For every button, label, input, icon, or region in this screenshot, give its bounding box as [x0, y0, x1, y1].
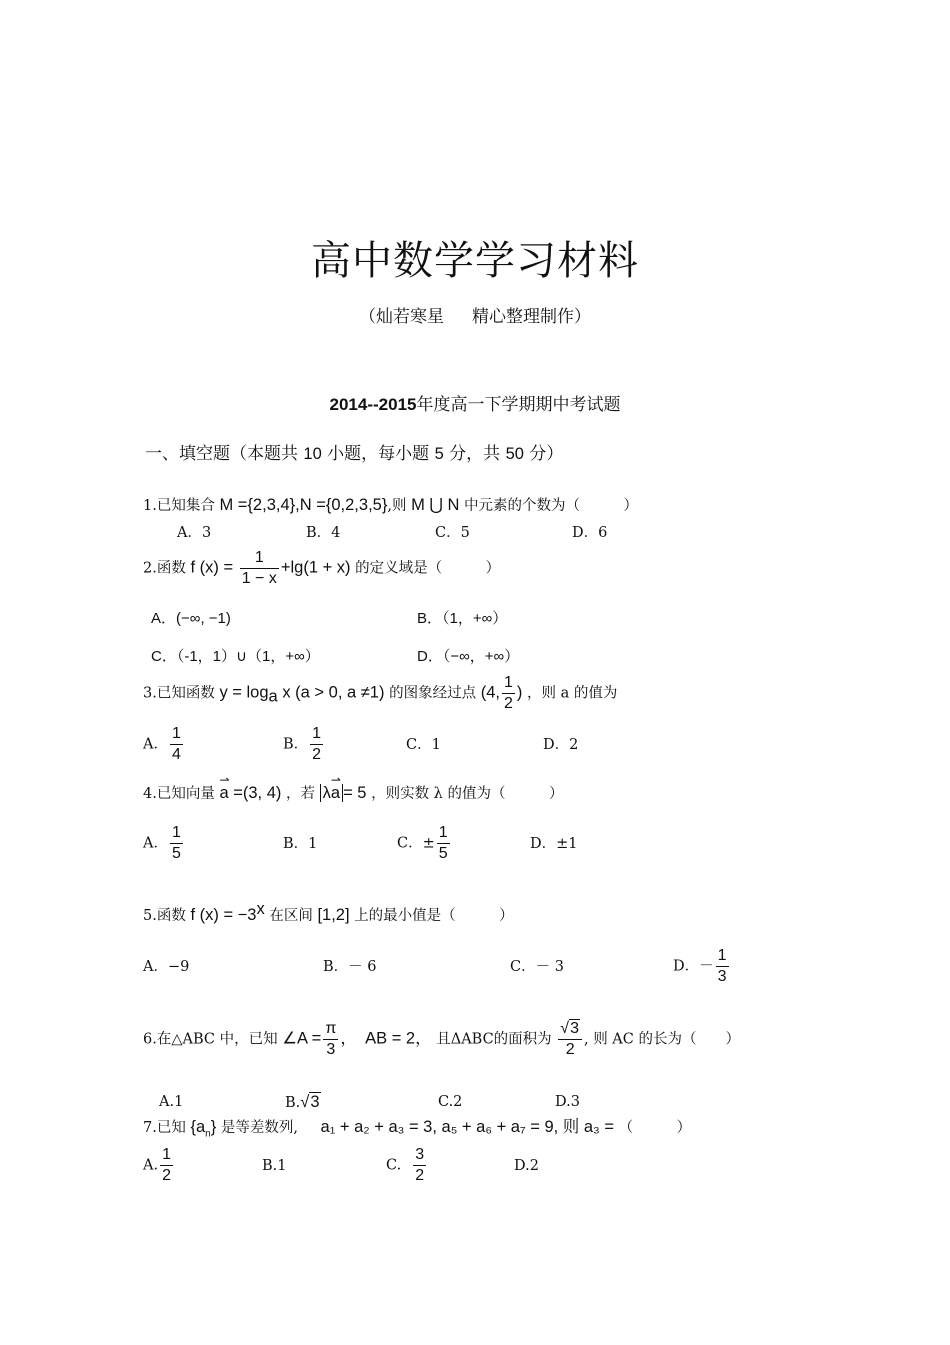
section-label4: 分） [529, 444, 564, 464]
q7-c-fraction [413, 1145, 426, 1186]
q4-a-label: A． [143, 835, 168, 852]
q6-mid: 且ΔABC的面积为 [436, 1031, 552, 1048]
q7-option-c[interactable] [386, 1145, 428, 1186]
q7-a-fraction [160, 1145, 173, 1186]
q7-condition: a₁ + a₂ + a₃ = 3, a₅ + a₆ + a₇ = 9, 则 a₃ = [320, 1118, 614, 1136]
q3-point-close: ) [516, 683, 523, 702]
q2-suffix: 的定义域是（ ） [355, 560, 501, 577]
q2-fraction [240, 548, 279, 589]
q5-prefix: 5.函数 [143, 907, 186, 924]
q6-option-d[interactable]: D.3 [555, 1094, 580, 1110]
q3-point-open: (4, [480, 683, 500, 702]
q5-mid: 在区间 [269, 907, 313, 924]
section-total: 50 [505, 445, 524, 463]
q2-option-d[interactable]: D．（−∞，+∞） [417, 648, 520, 665]
q4-lambda: λ [322, 784, 331, 802]
q6-side-ab: ， AB = 2， [340, 1029, 432, 1048]
question-3 [143, 673, 617, 714]
q4-option-d[interactable]: D．±1 [530, 836, 578, 852]
q7-suffix: （ ） [618, 1120, 692, 1136]
q5-d-label: D．－ [673, 958, 714, 975]
q6-area-fraction [558, 1019, 582, 1060]
q7-sequence [190, 1118, 217, 1140]
q3-a-fraction [170, 724, 183, 765]
q7-a-den: 2 [162, 1167, 171, 1184]
q5-option-b[interactable]: B．－ 6 [323, 959, 377, 975]
q2-option-a[interactable]: A．(−∞, −1) [151, 610, 231, 627]
q1-prefix: 1.已知集合 [143, 498, 215, 514]
subtitle-right: 精心整理制作） [472, 307, 591, 327]
q4-c-fraction [437, 823, 450, 864]
q4-abs-value: = 5 [343, 784, 367, 802]
q3-expr: y = log [219, 683, 269, 702]
q3-suffix: ，则 a 的值为 [526, 685, 618, 702]
section-heading [145, 442, 563, 466]
q6-angle-num: π [323, 1019, 338, 1040]
q3-pnum: 1 [502, 673, 515, 694]
q4-prefix: 4.已知向量 [143, 786, 215, 802]
q1-option-b[interactable]: B．4 [306, 525, 341, 541]
question-6 [143, 1019, 740, 1060]
q4-a-num: 1 [170, 823, 183, 844]
q7-seq-open: {a [190, 1118, 206, 1136]
q6-angle-den: 3 [326, 1041, 336, 1058]
q3-log-base: a [268, 687, 278, 706]
q7-option-a[interactable] [143, 1145, 175, 1186]
q4-suffix: ，则实数 λ 的值为（ ） [371, 786, 564, 802]
q6-area-radicand: 3 [570, 1020, 579, 1037]
q7-option-b[interactable]: B.1 [262, 1158, 287, 1174]
page-title: 高中数学学习材料 [311, 238, 639, 284]
question-1 [143, 494, 638, 517]
q3-a-num: 1 [170, 724, 183, 745]
q6-area-den: 2 [565, 1041, 575, 1058]
q7-c-num: 3 [413, 1145, 426, 1166]
q5-exponent: x [256, 900, 265, 918]
question-2 [143, 548, 500, 589]
q5-d-den: 3 [717, 968, 727, 985]
q2-prefix: 2.函数 [143, 560, 186, 577]
q7-seq-sub: n [205, 1128, 211, 1140]
q7-option-d[interactable]: D.2 [514, 1158, 539, 1174]
q3-option-a[interactable] [143, 724, 185, 765]
subtitle-left: （灿若寒星 [359, 307, 444, 327]
q4-c-label: C．± [397, 835, 435, 852]
q2-option-b[interactable]: B．（1，+∞） [417, 610, 508, 627]
q5-interval: [1,2] [317, 905, 350, 924]
q2-frac-num: 1 [240, 548, 279, 569]
q5-d-fraction [716, 946, 729, 987]
q6-prefix: 6.在△ABC 中，已知 [143, 1031, 278, 1048]
section-label: 一、填空题（本题共 [145, 444, 298, 464]
question-7 [143, 1116, 691, 1145]
q6-option-b[interactable]: B.√3 [285, 1093, 320, 1111]
q4-vector-a2: ⇀ a [331, 782, 340, 804]
q4-option-a[interactable] [143, 823, 185, 864]
q6-b-label: B. [285, 1095, 301, 1111]
q3-option-b[interactable] [283, 724, 325, 765]
section-label2: 小题，每小题 [327, 444, 430, 464]
question-5 [143, 898, 514, 927]
q7-c-den: 2 [415, 1167, 425, 1184]
q6-area-num: √3 [558, 1019, 582, 1040]
section-count: 10 [303, 445, 322, 463]
q3-prefix: 3.已知函数 [143, 685, 215, 702]
q6-b-radicand: 3 [310, 1093, 320, 1111]
q4-vector-a: ⇀ a [219, 782, 228, 804]
q4-abs [320, 784, 343, 802]
q3-b-fraction [310, 724, 323, 765]
q5-function: f (x) = −3 [190, 905, 257, 924]
q3-b-label: B． [283, 736, 309, 753]
q1-then: ,则 [387, 498, 407, 514]
q1-suffix: 中元素的个数为（ ） [464, 498, 639, 514]
q4-option-b[interactable]: B．1 [283, 836, 318, 852]
q7-c-label: C. [386, 1157, 402, 1174]
q3-option-d[interactable]: D．2 [543, 737, 579, 753]
q4-vector-value: =(3, 4) [233, 784, 282, 802]
q3-point-fraction [502, 673, 515, 714]
q1-union: M ⋃ N [411, 496, 460, 514]
q3-a-label: A． [143, 736, 168, 753]
q5-suffix: 上的最小值是（ ） [354, 907, 514, 924]
q2-frac-den: 1 − x [241, 570, 277, 587]
q1-option-a[interactable]: A．3 [177, 525, 212, 541]
q4-a-fraction [170, 823, 183, 864]
q7-mid: 是等差数列, [220, 1120, 298, 1136]
q4-a-den: 5 [171, 845, 181, 862]
q6-option-a[interactable]: A.1 [159, 1094, 184, 1110]
exam-year: 2014--2015 [329, 395, 417, 414]
q3-mid: 的图象经过点 [389, 685, 477, 702]
q7-a-num: 1 [160, 1145, 173, 1166]
q5-option-d[interactable] [673, 946, 731, 987]
q6-angle: ∠A = [282, 1029, 322, 1048]
q3-option-c[interactable]: C．1 [406, 737, 441, 753]
q1-sets: M ={2,3,4},N ={0,2,3,5} [219, 496, 388, 514]
q4-mid: ，若 [286, 786, 316, 802]
q6-suffix: , 则 AC 的长为（ ） [583, 1031, 740, 1048]
section-each: 5 [434, 445, 444, 463]
q6-option-c[interactable]: C.2 [438, 1094, 463, 1110]
q7-a-label: A. [143, 1157, 159, 1174]
section-label3: 分，共 [449, 444, 501, 464]
q3-pden: 2 [503, 695, 513, 712]
exam-title-text: 年度高一下学期期中考试题 [416, 395, 621, 415]
q2-log-term: +lg(1 + x) [280, 558, 351, 577]
q2-option-c[interactable]: C．（-1，1）∪（1，+∞） [151, 648, 320, 665]
q2-function: f (x) = [190, 558, 234, 577]
q3-b-num: 1 [310, 724, 323, 745]
q7-seq-close: } [210, 1118, 217, 1136]
q4-c-num: 1 [437, 823, 450, 844]
exam-title [0, 393, 950, 417]
q7-prefix: 7.已知 [143, 1120, 186, 1136]
question-4 [143, 782, 564, 805]
q3-b-den: 2 [312, 746, 322, 763]
q5-option-a[interactable]: A．−9 [143, 959, 190, 975]
page-subtitle [0, 305, 950, 329]
q1-option-c[interactable]: C．5 [435, 525, 470, 541]
q4-c-den: 5 [438, 845, 448, 862]
q4-option-c[interactable] [397, 823, 452, 864]
q6-angle-fraction [323, 1019, 338, 1060]
q5-d-num: 1 [716, 946, 729, 967]
q3-a-den: 4 [171, 746, 181, 763]
q1-option-d[interactable]: D．6 [572, 525, 608, 541]
q3-expr2: x (a > 0, a ≠1) [282, 683, 385, 702]
q5-option-c[interactable]: C．－ 3 [510, 959, 564, 975]
